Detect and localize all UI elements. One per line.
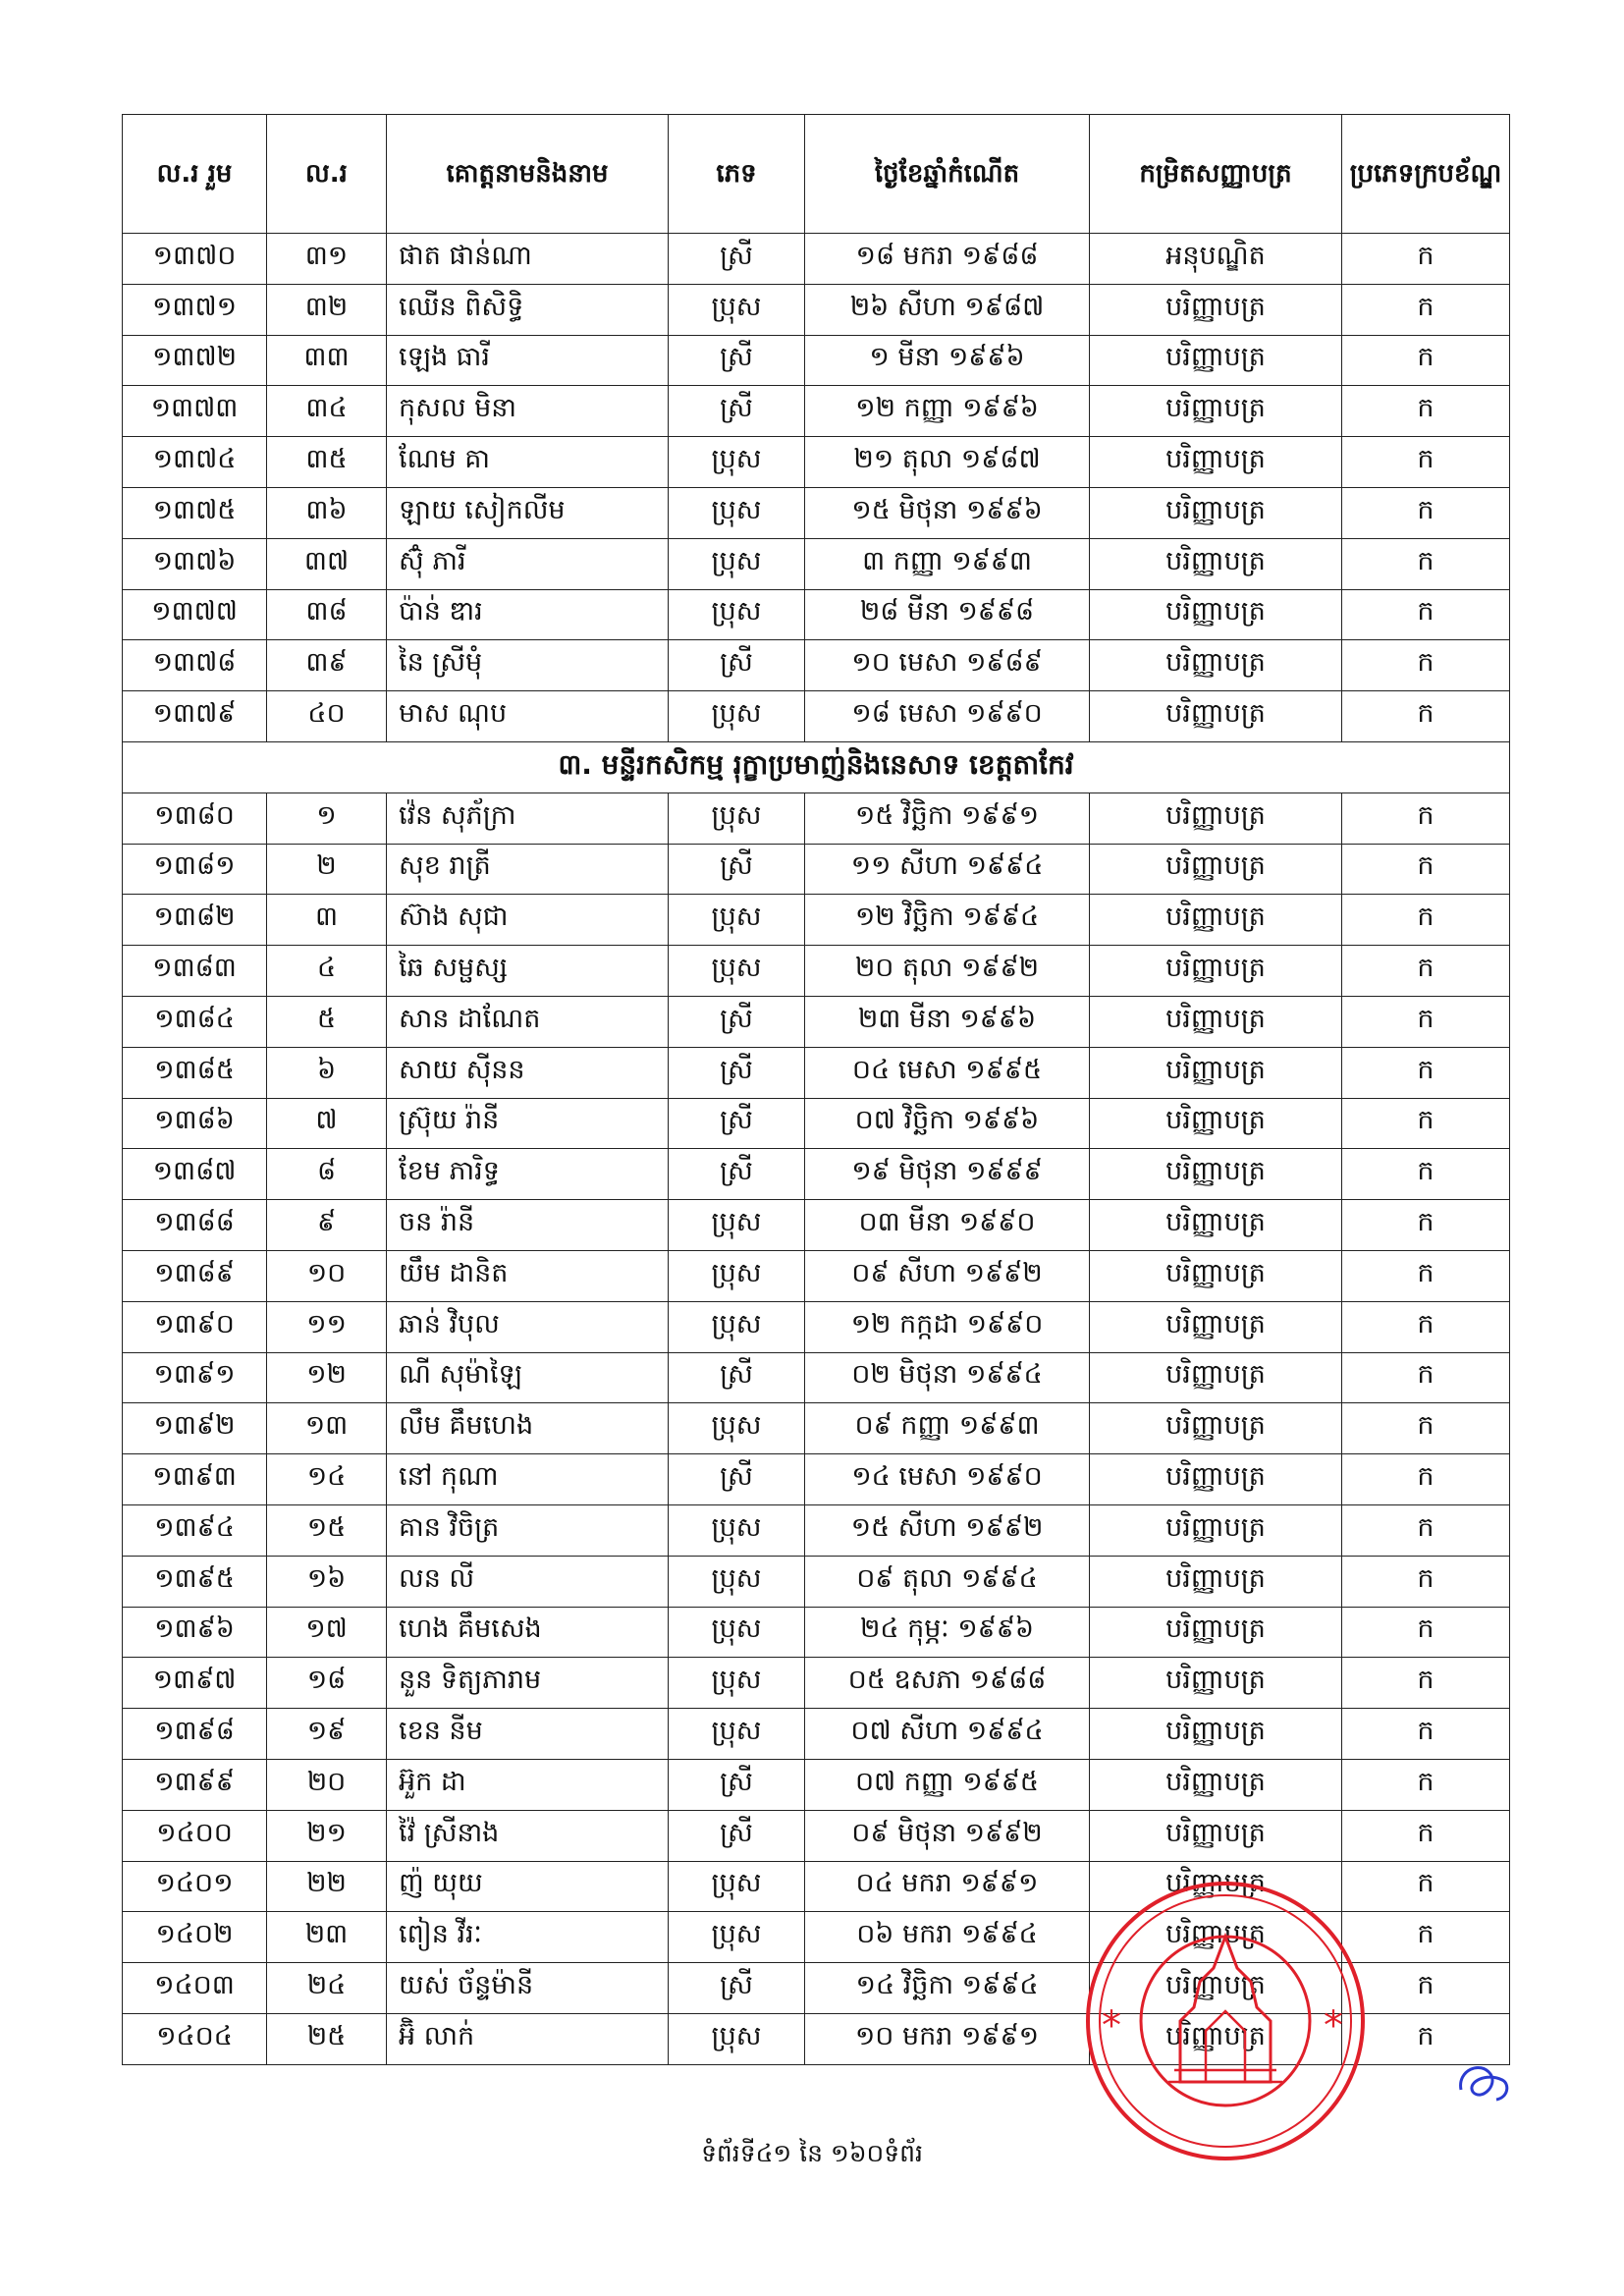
cell-dob: ០៦ មករា ១៩៩៤ xyxy=(805,1912,1090,1963)
table-row xyxy=(123,640,1510,691)
cell-degree: បរិញ្ញាបត្រ xyxy=(1090,1607,1342,1658)
cell-sex: ប្រុស xyxy=(669,1250,805,1301)
header-no: ល.រ xyxy=(267,115,387,234)
cell-no: ១៥ xyxy=(267,1504,387,1556)
cell-sex: ប្រុស xyxy=(669,2013,805,2064)
cell-sex: ស្រី xyxy=(669,1047,805,1098)
cell-name: ឆាន់ វិបុល xyxy=(387,1301,669,1352)
cell-degree: បរិញ្ញាបត្រ xyxy=(1090,691,1342,742)
cell-sex: ប្រុស xyxy=(669,589,805,640)
table-row xyxy=(123,386,1510,437)
table-header-row xyxy=(123,115,1510,234)
cell-category: ក xyxy=(1342,1861,1510,1912)
cell-global-no: ១៣៧៧ xyxy=(123,589,267,640)
cell-no: ១៤ xyxy=(267,1454,387,1505)
cell-no: ១៣ xyxy=(267,1403,387,1454)
cell-no: ៣ xyxy=(267,895,387,946)
cell-degree: បរិញ្ញាបត្រ xyxy=(1090,1759,1342,1810)
document-sheet xyxy=(122,114,1509,2065)
header-category: ប្រភេទក្របខ័ណ្ឌ xyxy=(1342,115,1510,234)
cell-name: វ៉េន សុភ័ក្រា xyxy=(387,793,669,844)
cell-sex: ប្រុស xyxy=(669,1709,805,1760)
staff-table xyxy=(122,114,1510,2065)
cell-dob: ១៥ សីហា ១៩៩២ xyxy=(805,1504,1090,1556)
cell-global-no: ១៤០១ xyxy=(123,1861,267,1912)
cell-sex: ស្រី xyxy=(669,1963,805,2014)
header-sex: ភេទ xyxy=(669,115,805,234)
cell-degree: បរិញ្ញាបត្រ xyxy=(1090,1403,1342,1454)
cell-no: ១៨ xyxy=(267,1658,387,1709)
cell-dob: ០៥ ឧសភា ១៩៨៨ xyxy=(805,1658,1090,1709)
cell-no: ១ xyxy=(267,793,387,844)
cell-category: ក xyxy=(1342,1556,1510,1607)
cell-global-no: ១៤០៤ xyxy=(123,2013,267,2064)
cell-category: ក xyxy=(1342,640,1510,691)
cell-category: ក xyxy=(1342,1504,1510,1556)
cell-dob: ៣ កញ្ញា ១៩៩៣ xyxy=(805,538,1090,589)
cell-no: ២១ xyxy=(267,1810,387,1861)
cell-no: ១១ xyxy=(267,1301,387,1352)
cell-name: ផាត ផាន់ណា xyxy=(387,234,669,285)
cell-dob: ០៩ កញ្ញា ១៩៩៣ xyxy=(805,1403,1090,1454)
cell-degree: បរិញ្ញាបត្រ xyxy=(1090,1556,1342,1607)
cell-no: ១៦ xyxy=(267,1556,387,1607)
cell-name: សាន ដាណែត xyxy=(387,996,669,1047)
table-row xyxy=(123,691,1510,742)
cell-category: ក xyxy=(1342,1301,1510,1352)
cell-dob: ០៧ កញ្ញា ១៩៩៥ xyxy=(805,1759,1090,1810)
cell-dob: ១១ សីហា ១៩៩៤ xyxy=(805,844,1090,895)
cell-global-no: ១៣៨៦ xyxy=(123,1098,267,1149)
cell-name: គាន វិចិត្រ xyxy=(387,1504,669,1556)
cell-dob: ១០ មេសា ១៩៨៩ xyxy=(805,640,1090,691)
cell-global-no: ១៣៩៩ xyxy=(123,1759,267,1810)
cell-dob: ១០ មករា ១៩៩១ xyxy=(805,2013,1090,2064)
cell-degree: បរិញ្ញាបត្រ xyxy=(1090,640,1342,691)
cell-name: ណី សុម៉ាឡៃ xyxy=(387,1352,669,1403)
cell-sex: ប្រុស xyxy=(669,538,805,589)
cell-dob: ២០ តុលា ១៩៩២ xyxy=(805,946,1090,997)
cell-category: ក xyxy=(1342,1607,1510,1658)
cell-category: ក xyxy=(1342,284,1510,335)
cell-no: ១២ xyxy=(267,1352,387,1403)
cell-category: ក xyxy=(1342,946,1510,997)
cell-dob: ១២ កក្កដា ១៩៩០ xyxy=(805,1301,1090,1352)
cell-degree: បរិញ្ញាបត្រ xyxy=(1090,2013,1342,2064)
cell-no: ២៣ xyxy=(267,1912,387,1963)
table-row xyxy=(123,1250,1510,1301)
cell-no: ៣៨ xyxy=(267,589,387,640)
cell-category: ក xyxy=(1342,1759,1510,1810)
cell-global-no: ១៣៩៦ xyxy=(123,1607,267,1658)
cell-category: ក xyxy=(1342,487,1510,538)
cell-category: ក xyxy=(1342,793,1510,844)
section-block xyxy=(123,741,1510,793)
official-stamp xyxy=(1078,1874,1373,2168)
cell-dob: ១៥ មិថុនា ១៩៩៦ xyxy=(805,487,1090,538)
cell-dob: ១៨ មេសា ១៩៩០ xyxy=(805,691,1090,742)
cell-no: ៥ xyxy=(267,996,387,1047)
cell-sex: ប្រុស xyxy=(669,1403,805,1454)
cell-degree: បរិញ្ញាបត្រ xyxy=(1090,1250,1342,1301)
cell-degree: បរិញ្ញាបត្រ xyxy=(1090,1352,1342,1403)
cell-sex: ប្រុស xyxy=(669,284,805,335)
cell-category: ក xyxy=(1342,2013,1510,2064)
table-row xyxy=(123,1556,1510,1607)
cell-dob: ១ មីនា ១៩៩៦ xyxy=(805,335,1090,386)
cell-sex: ប្រុស xyxy=(669,895,805,946)
cell-global-no: ១៣៨០ xyxy=(123,793,267,844)
cell-dob: ០៩ សីហា ១៩៩២ xyxy=(805,1250,1090,1301)
cell-name: យស់ ច័ន្ទម៉ានី xyxy=(387,1963,669,2014)
cell-global-no: ១៣៨៤ xyxy=(123,996,267,1047)
stamp-star-left: * xyxy=(1102,2003,1121,2049)
cell-degree: បរិញ្ញាបត្រ xyxy=(1090,1810,1342,1861)
cell-category: ក xyxy=(1342,1352,1510,1403)
cell-degree: បរិញ្ញាបត្រ xyxy=(1090,1200,1342,1251)
cell-category: ក xyxy=(1342,538,1510,589)
cell-category: ក xyxy=(1342,1250,1510,1301)
cell-category: ក xyxy=(1342,1810,1510,1861)
cell-degree: បរិញ្ញាបត្រ xyxy=(1090,437,1342,488)
cell-global-no: ១៣៧១ xyxy=(123,284,267,335)
cell-name: អ៊ិ លាក់ xyxy=(387,2013,669,2064)
cell-name: ចន រ៉ានី xyxy=(387,1200,669,1251)
cell-sex: ប្រុស xyxy=(669,691,805,742)
cell-name: នៃ ស្រីមុំ xyxy=(387,640,669,691)
cell-dob: ១៤ វិច្ឆិកា ១៩៩៤ xyxy=(805,1963,1090,2014)
cell-dob: ១៩ មិថុនា ១៩៩៩ xyxy=(805,1149,1090,1200)
cell-degree: បរិញ្ញាបត្រ xyxy=(1090,1454,1342,1505)
cell-no: ៣៥ xyxy=(267,437,387,488)
cell-degree: បរិញ្ញាបត្រ xyxy=(1090,1861,1342,1912)
table-row xyxy=(123,1047,1510,1098)
table-row xyxy=(123,487,1510,538)
table-row xyxy=(123,437,1510,488)
table-row xyxy=(123,1098,1510,1149)
cell-no: ៨ xyxy=(267,1149,387,1200)
cell-name: លន លី xyxy=(387,1556,669,1607)
cell-sex: ប្រុស xyxy=(669,437,805,488)
cell-sex: ស្រី xyxy=(669,1759,805,1810)
cell-name: អ៊ួក ដា xyxy=(387,1759,669,1810)
cell-sex: ស្រី xyxy=(669,1352,805,1403)
cell-sex: ស្រី xyxy=(669,1810,805,1861)
cell-sex: ស្រី xyxy=(669,335,805,386)
cell-category: ក xyxy=(1342,895,1510,946)
page-footer: ទំព័រទី៤១ នៃ ១៦០ទំព័រ xyxy=(701,2139,923,2167)
table-row xyxy=(123,589,1510,640)
cell-category: ក xyxy=(1342,386,1510,437)
cell-category: ក xyxy=(1342,844,1510,895)
table-row xyxy=(123,1301,1510,1352)
cell-no: ៣១ xyxy=(267,234,387,285)
cell-category: ក xyxy=(1342,335,1510,386)
cell-no: ១០ xyxy=(267,1250,387,1301)
cell-name: សាយ ស៊ីនន xyxy=(387,1047,669,1098)
table-row xyxy=(123,1810,1510,1861)
cell-name: ពៀន វីរៈ xyxy=(387,1912,669,1963)
cell-dob: ២៣ មីនា ១៩៩៦ xyxy=(805,996,1090,1047)
cell-name: ឈើន ពិសិទ្ធិ xyxy=(387,284,669,335)
cell-name: ប៉ាន់ ឌារ xyxy=(387,589,669,640)
table-row xyxy=(123,1454,1510,1505)
cell-dob: ១៨ មករា ១៩៨៨ xyxy=(805,234,1090,285)
cell-name: ហេង គឹមសេង xyxy=(387,1607,669,1658)
stamp-star-right: * xyxy=(1324,2003,1343,2049)
cell-dob: ០៤ មេសា ១៩៩៥ xyxy=(805,1047,1090,1098)
cell-degree: បរិញ្ញាបត្រ xyxy=(1090,996,1342,1047)
cell-sex: ស្រី xyxy=(669,1098,805,1149)
cell-dob: ២៤ កុម្ភៈ ១៩៩៦ xyxy=(805,1607,1090,1658)
cell-sex: ស្រី xyxy=(669,844,805,895)
cell-degree: បរិញ្ញាបត្រ xyxy=(1090,284,1342,335)
cell-category: ក xyxy=(1342,1200,1510,1251)
cell-degree: បរិញ្ញាបត្រ xyxy=(1090,538,1342,589)
cell-sex: ស្រី xyxy=(669,996,805,1047)
cell-degree: បរិញ្ញាបត្រ xyxy=(1090,1709,1342,1760)
cell-no: ៣៩ xyxy=(267,640,387,691)
cell-global-no: ១៣៨៩ xyxy=(123,1250,267,1301)
cell-global-no: ១៣៨២ xyxy=(123,895,267,946)
cell-sex: ប្រុស xyxy=(669,1556,805,1607)
cell-no: ៧ xyxy=(267,1098,387,1149)
table-row xyxy=(123,538,1510,589)
cell-global-no: ១៣៩១ xyxy=(123,1352,267,1403)
cell-global-no: ១៣៩៨ xyxy=(123,1709,267,1760)
cell-dob: ០៧ សីហា ១៩៩៤ xyxy=(805,1709,1090,1760)
cell-dob: ០៩ តុលា ១៩៩៤ xyxy=(805,1556,1090,1607)
header-dob: ថ្ងៃខែឆ្នាំកំណើត xyxy=(805,115,1090,234)
cell-sex: ប្រុស xyxy=(669,487,805,538)
header-degree: កម្រិតសញ្ញាបត្រ xyxy=(1090,115,1342,234)
cell-global-no: ១៣៩៥ xyxy=(123,1556,267,1607)
cell-degree: បរិញ្ញាបត្រ xyxy=(1090,1301,1342,1352)
cell-no: ២០ xyxy=(267,1759,387,1810)
cell-global-no: ១៣៧៨ xyxy=(123,640,267,691)
cell-category: ក xyxy=(1342,1098,1510,1149)
cell-name: ញ៉ យុយ xyxy=(387,1861,669,1912)
cell-no: ២២ xyxy=(267,1861,387,1912)
cell-no: ១៩ xyxy=(267,1709,387,1760)
cell-degree: អនុបណ្ឌិត xyxy=(1090,234,1342,285)
cell-dob: ១៤ មេសា ១៩៩០ xyxy=(805,1454,1090,1505)
cell-category: ក xyxy=(1342,1912,1510,1963)
cell-category: ក xyxy=(1342,1658,1510,1709)
cell-degree: បរិញ្ញាបត្រ xyxy=(1090,335,1342,386)
table-row xyxy=(123,996,1510,1047)
cell-no: ៦ xyxy=(267,1047,387,1098)
cell-category: ក xyxy=(1342,1709,1510,1760)
table-row xyxy=(123,1352,1510,1403)
table-row xyxy=(123,946,1510,997)
cell-sex: ស្រី xyxy=(669,640,805,691)
cell-no: ២៥ xyxy=(267,2013,387,2064)
cell-degree: បរិញ្ញាបត្រ xyxy=(1090,1504,1342,1556)
table-row xyxy=(123,234,1510,285)
table-row xyxy=(123,1607,1510,1658)
cell-category: ក xyxy=(1342,1149,1510,1200)
cell-degree: បរិញ្ញាបត្រ xyxy=(1090,1149,1342,1200)
cell-category: ក xyxy=(1342,1963,1510,2014)
cell-global-no: ១៣៩៤ xyxy=(123,1504,267,1556)
table-row xyxy=(123,793,1510,844)
cell-name: ស៊ុំ ភារី xyxy=(387,538,669,589)
cell-sex: ប្រុស xyxy=(669,1658,805,1709)
cell-global-no: ១៣៩៧ xyxy=(123,1658,267,1709)
cell-global-no: ១៣៧០ xyxy=(123,234,267,285)
cell-degree: បរិញ្ញាបត្រ xyxy=(1090,1047,1342,1098)
cell-name: វ៉ៃ ស្រីនាង xyxy=(387,1810,669,1861)
cell-sex: ស្រី xyxy=(669,386,805,437)
cell-no: ២ xyxy=(267,844,387,895)
cell-global-no: ១៤០២ xyxy=(123,1912,267,1963)
cell-sex: ប្រុស xyxy=(669,1607,805,1658)
cell-sex: ប្រុស xyxy=(669,1200,805,1251)
table-row xyxy=(123,844,1510,895)
cell-name: ឡេង ធារី xyxy=(387,335,669,386)
cell-no: ២៤ xyxy=(267,1963,387,2014)
cell-no: ៣៧ xyxy=(267,538,387,589)
cell-global-no: ១៣៨៣ xyxy=(123,946,267,997)
cell-dob: ០២ មិថុនា ១៩៩៤ xyxy=(805,1352,1090,1403)
cell-category: ក xyxy=(1342,1454,1510,1505)
cell-name: លឹម គឹមហេង xyxy=(387,1403,669,1454)
table-row xyxy=(123,1200,1510,1251)
cell-dob: ១៥ វិច្ឆិកា ១៩៩១ xyxy=(805,793,1090,844)
cell-name: ខេន នីម xyxy=(387,1709,669,1760)
cell-global-no: ១៣៨៧ xyxy=(123,1149,267,1200)
cell-dob: ២១ តុលា ១៩៨៧ xyxy=(805,437,1090,488)
cell-name: ឆៃ សម្ផស្ស xyxy=(387,946,669,997)
cell-global-no: ១៣៩៣ xyxy=(123,1454,267,1505)
cell-degree: បរិញ្ញាបត្រ xyxy=(1090,1658,1342,1709)
cell-sex: ស្រី xyxy=(669,1454,805,1505)
cell-category: ក xyxy=(1342,1403,1510,1454)
cell-degree: បរិញ្ញាបត្រ xyxy=(1090,589,1342,640)
cell-global-no: ១៤០៣ xyxy=(123,1963,267,2014)
table-body-top xyxy=(123,234,1510,742)
cell-name: ស៊ាង សុជា xyxy=(387,895,669,946)
cell-category: ក xyxy=(1342,996,1510,1047)
header-global-no: ល.រ រួម xyxy=(123,115,267,234)
cell-degree: បរិញ្ញាបត្រ xyxy=(1090,386,1342,437)
table-row xyxy=(123,284,1510,335)
cell-name: ណែម គា xyxy=(387,437,669,488)
cell-degree: បរិញ្ញាបត្រ xyxy=(1090,1963,1342,2014)
cell-degree: បរិញ្ញាបត្រ xyxy=(1090,895,1342,946)
table-row xyxy=(123,335,1510,386)
table-row xyxy=(123,1658,1510,1709)
cell-dob: ០៤ មករា ១៩៩១ xyxy=(805,1861,1090,1912)
cell-name: កុសល មិនា xyxy=(387,386,669,437)
cell-no: ៤ xyxy=(267,946,387,997)
cell-no: ៣៦ xyxy=(267,487,387,538)
cell-dob: ២៨ មីនា ១៩៩៨ xyxy=(805,589,1090,640)
cell-degree: បរិញ្ញាបត្រ xyxy=(1090,487,1342,538)
table-row xyxy=(123,1403,1510,1454)
cell-sex: ស្រី xyxy=(669,234,805,285)
cell-degree: បរិញ្ញាបត្រ xyxy=(1090,793,1342,844)
header-name: គោត្តនាមនិងនាម xyxy=(387,115,669,234)
cell-no: ៩ xyxy=(267,1200,387,1251)
table-row xyxy=(123,1759,1510,1810)
cell-sex: ប្រុស xyxy=(669,946,805,997)
cell-global-no: ១៣៨៨ xyxy=(123,1200,267,1251)
cell-name: ឡាយ សៀកលីម xyxy=(387,487,669,538)
cell-dob: ០៣ មីនា ១៩៩០ xyxy=(805,1200,1090,1251)
table-row xyxy=(123,1149,1510,1200)
cell-sex: ប្រុស xyxy=(669,1301,805,1352)
cell-sex: ប្រុស xyxy=(669,1861,805,1912)
cell-name: នួន ទិត្យភារាម xyxy=(387,1658,669,1709)
signature-mark xyxy=(1451,2052,1520,2111)
cell-name: នៅ កុណា xyxy=(387,1454,669,1505)
cell-name: ខែម ភារិទ្ធ xyxy=(387,1149,669,1200)
cell-no: ៣២ xyxy=(267,284,387,335)
cell-degree: បរិញ្ញាបត្រ xyxy=(1090,946,1342,997)
section-row xyxy=(123,741,1510,793)
cell-global-no: ១៣៧២ xyxy=(123,335,267,386)
cell-global-no: ១៣៧៩ xyxy=(123,691,267,742)
table-row xyxy=(123,1504,1510,1556)
cell-name: ស្រ៊ុយ រ៉ានី xyxy=(387,1098,669,1149)
cell-sex: ប្រុស xyxy=(669,1504,805,1556)
cell-dob: ១២ វិច្ឆិកា ១៩៩៤ xyxy=(805,895,1090,946)
cell-category: ក xyxy=(1342,234,1510,285)
cell-dob: ០៩ មិថុនា ១៩៩២ xyxy=(805,1810,1090,1861)
cell-sex: ប្រុស xyxy=(669,1912,805,1963)
cell-degree: បរិញ្ញាបត្រ xyxy=(1090,1098,1342,1149)
cell-category: ក xyxy=(1342,589,1510,640)
cell-no: ៣៤ xyxy=(267,386,387,437)
cell-name: យឹម ដានិត xyxy=(387,1250,669,1301)
cell-global-no: ១៣៧៥ xyxy=(123,487,267,538)
cell-dob: ១២ កញ្ញា ១៩៩៦ xyxy=(805,386,1090,437)
cell-category: ក xyxy=(1342,437,1510,488)
cell-global-no: ១៣៧៦ xyxy=(123,538,267,589)
cell-category: ក xyxy=(1342,1047,1510,1098)
cell-global-no: ១៣៩២ xyxy=(123,1403,267,1454)
cell-global-no: ១៣៧៤ xyxy=(123,437,267,488)
cell-global-no: ១៣៨៥ xyxy=(123,1047,267,1098)
cell-degree: បរិញ្ញាបត្រ xyxy=(1090,844,1342,895)
cell-name: សុខ រាត្រី xyxy=(387,844,669,895)
cell-global-no: ១៤០០ xyxy=(123,1810,267,1861)
cell-dob: ២៦ សីហា ១៩៨៧ xyxy=(805,284,1090,335)
table-row xyxy=(123,895,1510,946)
table-row xyxy=(123,1709,1510,1760)
cell-global-no: ១៣៨១ xyxy=(123,844,267,895)
section-title: ៣. មន្ទីរកសិកម្ម រុក្ខាប្រមាញ់និងនេសាទ ខេត្តតាកែវ xyxy=(123,741,1510,793)
cell-dob: ០៧ វិច្ឆិកា ១៩៩៦ xyxy=(805,1098,1090,1149)
cell-sex: ស្រី xyxy=(669,1149,805,1200)
cell-degree: បរិញ្ញាបត្រ xyxy=(1090,1912,1342,1963)
cell-global-no: ១៣៧៣ xyxy=(123,386,267,437)
cell-sex: ប្រុស xyxy=(669,793,805,844)
cell-no: ៤០ xyxy=(267,691,387,742)
cell-global-no: ១៣៩០ xyxy=(123,1301,267,1352)
cell-no: ១៧ xyxy=(267,1607,387,1658)
cell-category: ក xyxy=(1342,691,1510,742)
cell-name: មាស ណុប xyxy=(387,691,669,742)
cell-no: ៣៣ xyxy=(267,335,387,386)
